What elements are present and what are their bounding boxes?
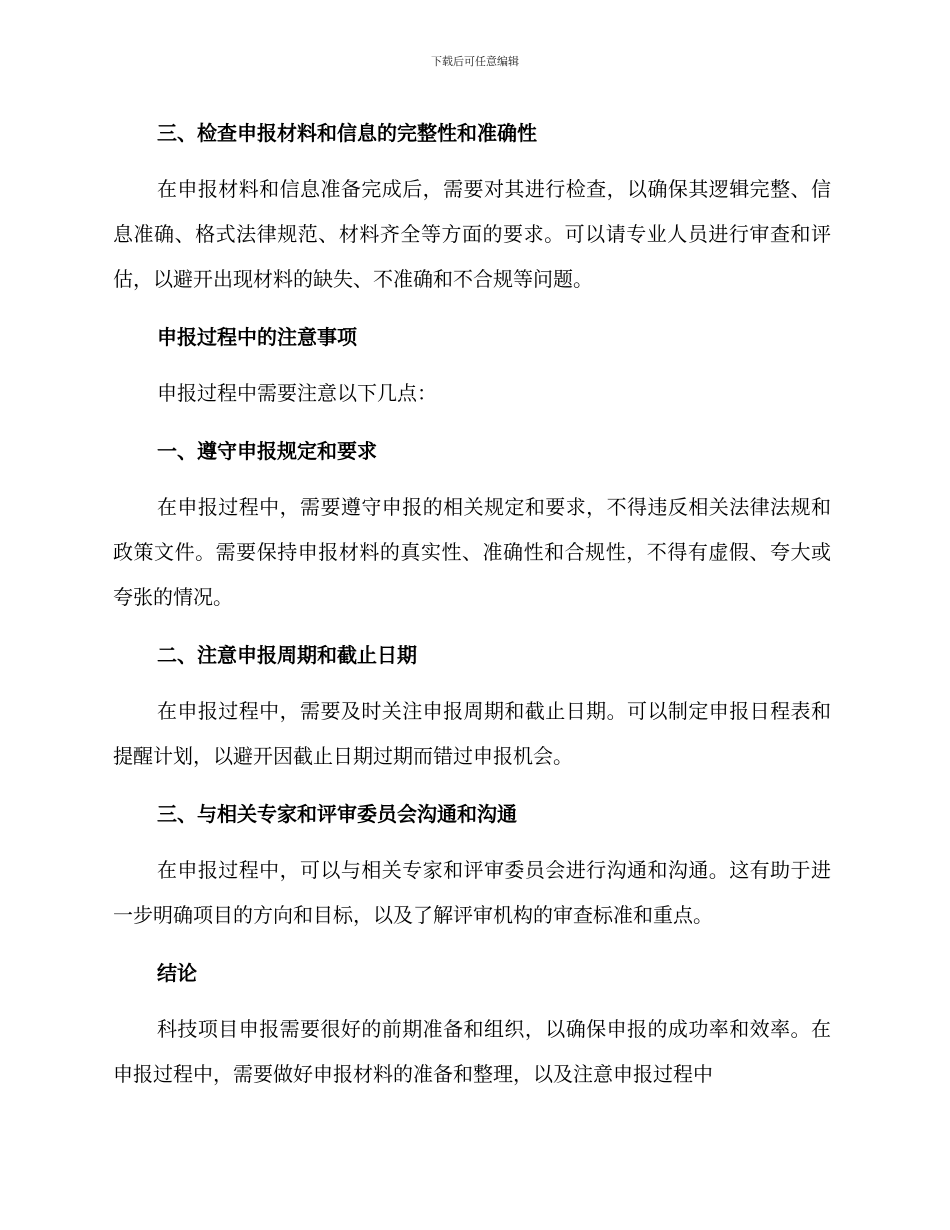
section-heading-deadlines: 二、注意申报周期和截止日期 xyxy=(157,643,417,667)
section-heading-check-materials: 三、检查申报材料和信息的完整性和准确性 xyxy=(157,121,537,145)
page-header: 下载后可任意编辑 xyxy=(431,55,519,68)
paragraph-comply-rules: 在申报过程中，需要遵守申报的相关规定和要求，不得违反相关法律法规和政策文件。需要保持申报材料的真实性、准确性和合规性，不得有虚假、夸大或夸张的情况。 xyxy=(113,495,831,609)
paragraph-communicate-experts: 在申报过程中，可以与相关专家和评审委员会进行沟通和沟通。这有助于进一步明确项目的方向和目标，以及了解评审机构的审查标准和重点。 xyxy=(113,858,831,927)
section-heading-communicate-experts: 三、与相关专家和评审委员会沟通和沟通 xyxy=(157,802,517,826)
section-heading-conclusion: 结论 xyxy=(157,961,197,985)
document-body xyxy=(113,110,831,1109)
paragraph-deadlines: 在申报过程中，需要及时关注申报周期和截止日期。可以制定申报日程表和提醒计划，以避开因截止日期过期而错过申报机会。 xyxy=(113,699,831,768)
paragraph-conclusion: 科技项目申报需要很好的前期准备和组织，以确保申报的成功率和效率。在申报过程中，需要做好申报材料的准备和整理，以及注意申报过程中 xyxy=(113,1017,831,1086)
section-heading-comply-rules: 一、遵守申报规定和要求 xyxy=(157,439,377,463)
section-heading-precautions: 申报过程中的注意事项 xyxy=(157,325,357,349)
paragraph-check-materials: 在申报材料和信息准备完成后，需要对其进行检查，以确保其逻辑完整、信息准确、格式法律规范、材料齐全等方面的要求。可以请专业人员进行审查和评估，以避开出现材料的缺失、不准确和不合规等问题。 xyxy=(113,177,831,291)
paragraph-precautions-intro: 申报过程中需要注意以下几点： xyxy=(157,381,437,405)
